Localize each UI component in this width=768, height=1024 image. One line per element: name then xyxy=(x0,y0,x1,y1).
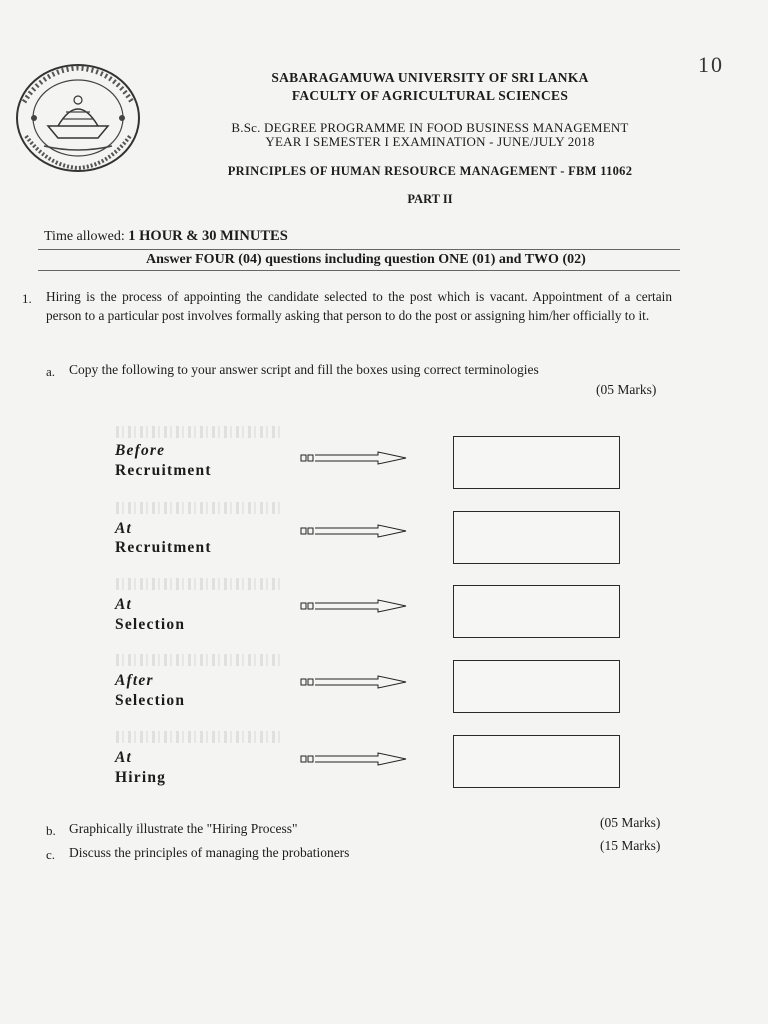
degree-programme: B.Sc. DEGREE PROGRAMME IN FOOD BUSINESS MANAGEMENT xyxy=(231,120,629,135)
stage-row xyxy=(0,424,768,494)
part-b-text: Graphically illustrate the "Hiring Process" xyxy=(69,821,298,836)
arrow-icon xyxy=(300,752,408,766)
stage-line1: At xyxy=(115,520,133,537)
arrow-icon xyxy=(300,599,408,613)
stage-line2: Hiring xyxy=(115,769,167,786)
smudge xyxy=(116,654,284,666)
stage-row xyxy=(0,727,768,797)
stage-line2: Selection xyxy=(115,692,186,709)
answer-box[interactable] xyxy=(453,660,620,713)
stage-line1: At xyxy=(115,749,133,766)
part-title: PART II xyxy=(407,192,453,206)
part-c-marks: (15 Marks) xyxy=(600,838,661,853)
arrow-icon xyxy=(300,675,408,689)
stage-line2: Selection xyxy=(115,616,186,633)
time-allowed xyxy=(44,228,288,245)
stage-line1: After xyxy=(115,672,154,689)
stage-line1: At xyxy=(115,596,133,613)
answer-box[interactable] xyxy=(453,735,620,788)
smudge xyxy=(116,578,284,590)
answer-box[interactable] xyxy=(453,585,620,638)
part-b-marks: (05 Marks) xyxy=(600,815,661,830)
stage-line1: Before xyxy=(115,442,166,459)
smudge xyxy=(116,731,284,743)
divider-top xyxy=(38,249,680,250)
time-value: 1 HOUR & 30 MINUTES xyxy=(128,228,288,244)
page-number: 10 xyxy=(698,52,724,77)
exam-title: YEAR I SEMESTER I EXAMINATION - JUNE/JULY 2018 xyxy=(265,134,595,149)
smudge xyxy=(116,426,284,438)
stage-row xyxy=(0,650,768,720)
question-text: Hiring is the process of appointing the candidate selected to the post which is vacant. Appointment of a certain person to a particular post involves formally asking that person to do the post or assigning him/her officially to it. xyxy=(46,289,672,323)
stage-line2: Recruitment xyxy=(115,539,212,556)
time-label: Time allowed: xyxy=(44,229,125,244)
subject-title: PRINCIPLES OF HUMAN RESOURCE MANAGEMENT - FBM 11062 xyxy=(227,164,633,178)
answer-box[interactable] xyxy=(453,511,620,564)
faculty-name: FACULTY OF AGRICULTURAL SCIENCES xyxy=(291,88,569,103)
part-c-text: Discuss the principles of managing the probationers xyxy=(69,845,350,860)
part-c-label: c. xyxy=(46,847,56,862)
smudge xyxy=(116,502,284,514)
part-b-label: b. xyxy=(46,823,56,838)
part-a-marks: (05 Marks) xyxy=(596,382,657,397)
part-a-label: a. xyxy=(46,364,56,379)
arrow-icon xyxy=(300,451,408,465)
arrow-icon xyxy=(300,524,408,538)
stage-line2: Recruitment xyxy=(115,462,212,479)
stage-row xyxy=(0,498,768,568)
answer-box[interactable] xyxy=(453,436,620,489)
stage-row xyxy=(0,574,768,644)
part-a-text: Copy the following to your answer script and fill the boxes using correct terminologies xyxy=(69,362,539,377)
divider-bottom xyxy=(38,270,680,271)
university-seal xyxy=(14,62,142,174)
instruction: Answer FOUR (04) questions including question ONE (01) and TWO (02) xyxy=(146,252,586,267)
university-name: SABARAGAMUWA UNIVERSITY OF SRI LANKA xyxy=(271,70,589,85)
question-number: 1. xyxy=(22,291,32,306)
